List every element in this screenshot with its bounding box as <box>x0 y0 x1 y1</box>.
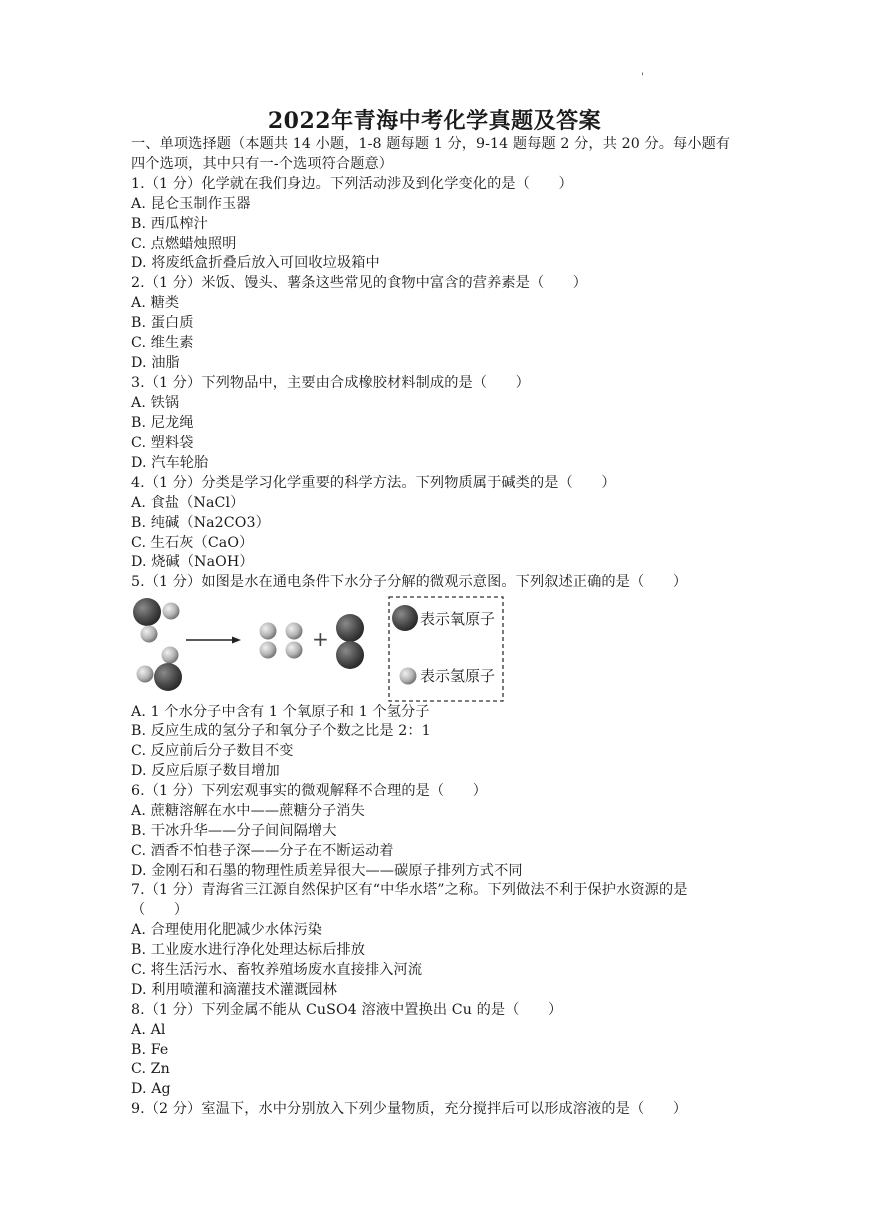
water-molecule <box>133 598 180 643</box>
oxygen-molecule <box>336 614 364 669</box>
question-5-option-c: C. 反应前后分子数目不变 <box>131 743 294 759</box>
hydrogen-atom <box>137 666 154 683</box>
question-7-option-d: D. 利用喷灌和滴灌技术灌溉园林 <box>131 982 337 998</box>
question-4-option-d: D. 烧碱（NaOH） <box>131 554 254 570</box>
question-8-option-c: C. Zn <box>131 1061 170 1077</box>
question-9-stem: 9.（2 分）室温下，水中分别放入下列少量物质，充分搅拌后可以形成溶液的是（ ） <box>131 1101 688 1117</box>
question-5-stem: 5.（1 分）如图是水在通电条件下水分子分解的微观示意图。下列叙述正确的是（ ） <box>131 574 688 590</box>
question-1-stem: 1.（1 分）化学就在我们身边。下列活动涉及到化学变化的是（ ） <box>131 176 573 192</box>
plus-sign: + <box>312 627 329 651</box>
page-title: 2022年青海中考化学真题及答案 <box>267 108 602 134</box>
question-8-option-a: A. Al <box>131 1022 166 1038</box>
legend-hydrogen-symbol <box>400 668 417 685</box>
question-1-option-b: B. 西瓜榨汁 <box>131 216 208 232</box>
legend-oxygen-label: 表示氧原子 <box>420 610 496 628</box>
question-7-option-a: A. 合理使用化肥减少水体污染 <box>131 922 323 938</box>
question-8-option-b: B. Fe <box>131 1042 169 1058</box>
question-3-stem: 3.（1 分）下列物品中，主要由合成橡胶材料制成的是（ ） <box>131 375 530 391</box>
section-intro-line2: 四个选项，其中只有一-个选项符合题意） <box>131 156 394 172</box>
question-5-option-d: D. 反应后原子数目增加 <box>131 763 280 779</box>
question-1-option-c: C. 点燃蜡烛照明 <box>131 236 237 252</box>
question-2-option-b: B. 蛋白质 <box>131 315 194 331</box>
hydrogen-atom <box>286 642 303 659</box>
question-4-option-c: C. 生石灰（CaO） <box>131 535 254 551</box>
section-intro-line1: 一、单项选择题（本题共 14 小题，1-8 题每题 1 分，9-14 题每题 2 分，共 20 分。每小题有 <box>131 136 731 152</box>
question-4-option-b: B. 纯碱（Na2CO3） <box>131 515 270 531</box>
question-4-option-a: A. 食盐（NaCl） <box>131 495 245 511</box>
question-3-option-d: D. 汽车轮胎 <box>131 455 209 471</box>
question-1-option-a: A. 昆仑玉制作玉器 <box>131 196 251 212</box>
legend-hydrogen-label: 表示氢原子 <box>420 667 496 685</box>
oxygen-atom <box>154 663 182 691</box>
page-dot: ' <box>641 72 644 83</box>
question-6-stem: 6.（1 分）下列宏观事实的微观解释不合理的是（ ） <box>131 783 488 799</box>
question-7-option-b: B. 工业废水进行净化处理达标后排放 <box>131 942 366 958</box>
question-3-option-b: B. 尼龙绳 <box>131 415 194 431</box>
question-5-option-a: A. 1 个水分子中含有 1 个氧原子和 1 个氢分子 <box>131 704 430 720</box>
question-3-option-a: A. 铁锅 <box>131 395 180 411</box>
question-7-stem-continued: （ ） <box>131 902 189 918</box>
hydrogen-atom <box>141 626 158 643</box>
hydrogen-atom <box>286 623 303 640</box>
hydrogen-atom <box>260 623 277 640</box>
question-2-option-a: A. 糖类 <box>131 295 180 311</box>
question-6-option-c: C. 酒香不怕巷子深——分子在不断运动着 <box>131 843 394 859</box>
water-molecule <box>137 647 183 692</box>
reaction-arrow <box>186 637 241 644</box>
question-3-option-c: C. 塑料袋 <box>131 435 194 451</box>
question-8-stem: 8.（1 分）下列金属不能从 CuSO4 溶液中置换出 Cu 的是（ ） <box>131 1002 563 1018</box>
question-8-option-d: D. Ag <box>131 1081 171 1097</box>
question-6-option-d: D. 金刚石和石墨的物理性质差异很大——碳原子排列方式不同 <box>131 863 523 879</box>
question-5-option-b: B. 反应生成的氢分子和氧分子个数之比是 2：1 <box>131 723 431 739</box>
question-2-stem: 2.（1 分）米饭、馒头、薯条这些常见的食物中富含的营养素是（ ） <box>131 275 588 291</box>
hydrogen-atom <box>162 647 179 664</box>
question-1-option-d: D. 将废纸盒折叠后放入可回收垃圾箱中 <box>131 255 380 271</box>
question-6-option-a: A. 蔗糖溶解在水中——蔗糖分子消失 <box>131 803 365 819</box>
oxygen-atom <box>336 614 364 642</box>
water-electrolysis-diagram <box>131 595 511 705</box>
hydrogen-atom <box>260 642 277 659</box>
hydrogen-atom <box>163 603 180 620</box>
oxygen-atom <box>133 598 161 626</box>
hydrogen-molecule <box>260 623 277 659</box>
question-2-option-c: C. 维生素 <box>131 335 194 351</box>
question-7-option-c: C. 将生活污水、畜牧养殖场废水直接排入河流 <box>131 962 423 978</box>
question-6-option-b: B. 干冰升华——分子间间隔增大 <box>131 823 337 839</box>
oxygen-atom <box>336 641 364 669</box>
question-4-stem: 4.（1 分）分类是学习化学重要的科学方法。下列物质属于碱类的是（ ） <box>131 475 616 491</box>
legend-oxygen-symbol <box>392 605 418 631</box>
question-7-stem: 7.（1 分）青海省三江源自然保护区有“中华水塔”之称。下列做法不利于保护水资源的是 <box>131 882 688 898</box>
hydrogen-molecule <box>286 623 303 659</box>
question-2-option-d: D. 油脂 <box>131 355 180 371</box>
